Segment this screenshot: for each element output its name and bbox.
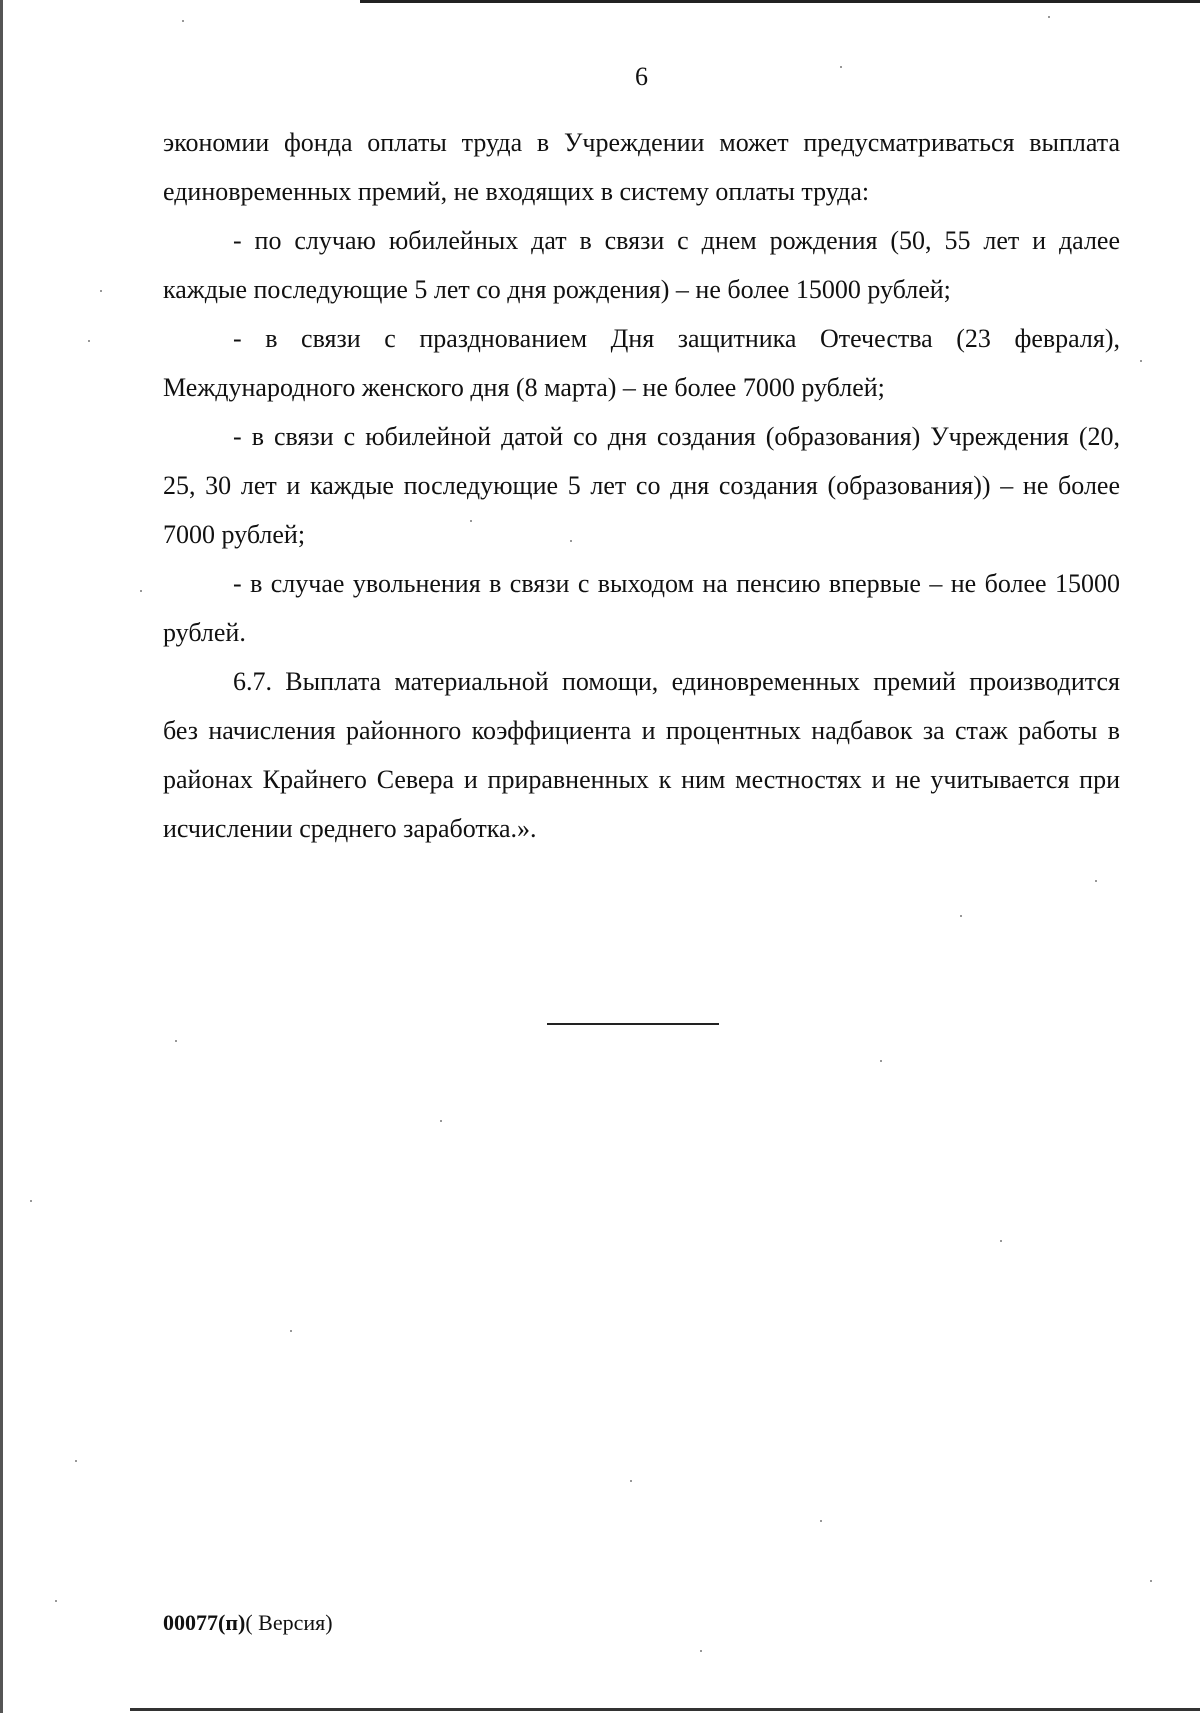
scan-speck	[75, 1460, 77, 1462]
scan-speck	[570, 540, 572, 542]
paragraph-continuation: экономии фонда оплаты труда в Учреждении может предусматриваться выплата единовременных премий, не входящих в систему оплаты труда:	[163, 128, 1120, 206]
footer-code: 00077(п)	[163, 1610, 246, 1635]
scan-speck	[175, 1040, 177, 1042]
scan-speck	[290, 1330, 292, 1332]
scan-speck	[630, 1480, 632, 1482]
scan-edge-left	[0, 0, 3, 1713]
scan-speck	[1095, 880, 1097, 882]
list-item-birthday: - по случаю юбилейных дат в связи с днем рождения (50, 55 лет и далее каждые последующие 5 лет со дня рождения) – не более 15000 рублей;	[163, 226, 1120, 304]
list-item-holidays: - в связи с празднованием Дня защитника Отечества (23 февраля), Международного женского дня (8 марта) – не более 7000 рублей;	[163, 324, 1120, 402]
page-number: 6	[635, 62, 648, 91]
scan-speck	[1150, 1580, 1152, 1582]
scan-speck	[182, 20, 184, 22]
scan-edge-bottom	[130, 1708, 1200, 1711]
footer-document-code	[163, 1610, 333, 1636]
scan-speck	[55, 1600, 57, 1602]
footer-version: ( Версия)	[245, 1610, 333, 1635]
scan-speck	[700, 1650, 702, 1652]
scan-edge-top	[360, 0, 1200, 3]
scan-speck	[880, 1060, 882, 1062]
scan-speck	[100, 290, 102, 292]
scan-speck	[840, 66, 842, 68]
scan-speck	[30, 1200, 32, 1202]
scan-speck	[88, 340, 90, 342]
list-item-anniversary: - в связи с юбилейной датой со дня создания (образования) Учреждения (20, 25, 30 лет и каждые последующие 5 лет со дня создания (образования)) – не более 7000 рублей;	[163, 422, 1120, 549]
scan-speck	[470, 520, 472, 522]
end-separator-line	[547, 1023, 719, 1025]
scan-speck	[820, 1520, 822, 1522]
clause-6-7: 6.7. Выплата материальной помощи, единовременных премий производится без начисления районного коэффициента и процентных надбавок за стаж работы в районах Крайнего Севера и приравненных к ним местностях и не учитывается при исчислении среднего заработка.».	[163, 667, 1120, 843]
scan-speck	[1048, 16, 1050, 18]
scan-speck	[140, 590, 142, 592]
scan-speck	[960, 915, 962, 917]
list-item-retirement: - в случае увольнения в связи с выходом на пенсию впервые – не более 15000 рублей.	[163, 569, 1120, 647]
scan-speck	[440, 1120, 442, 1122]
scan-speck	[1140, 360, 1142, 362]
scan-speck	[1000, 1240, 1002, 1242]
document-body	[163, 118, 1120, 853]
